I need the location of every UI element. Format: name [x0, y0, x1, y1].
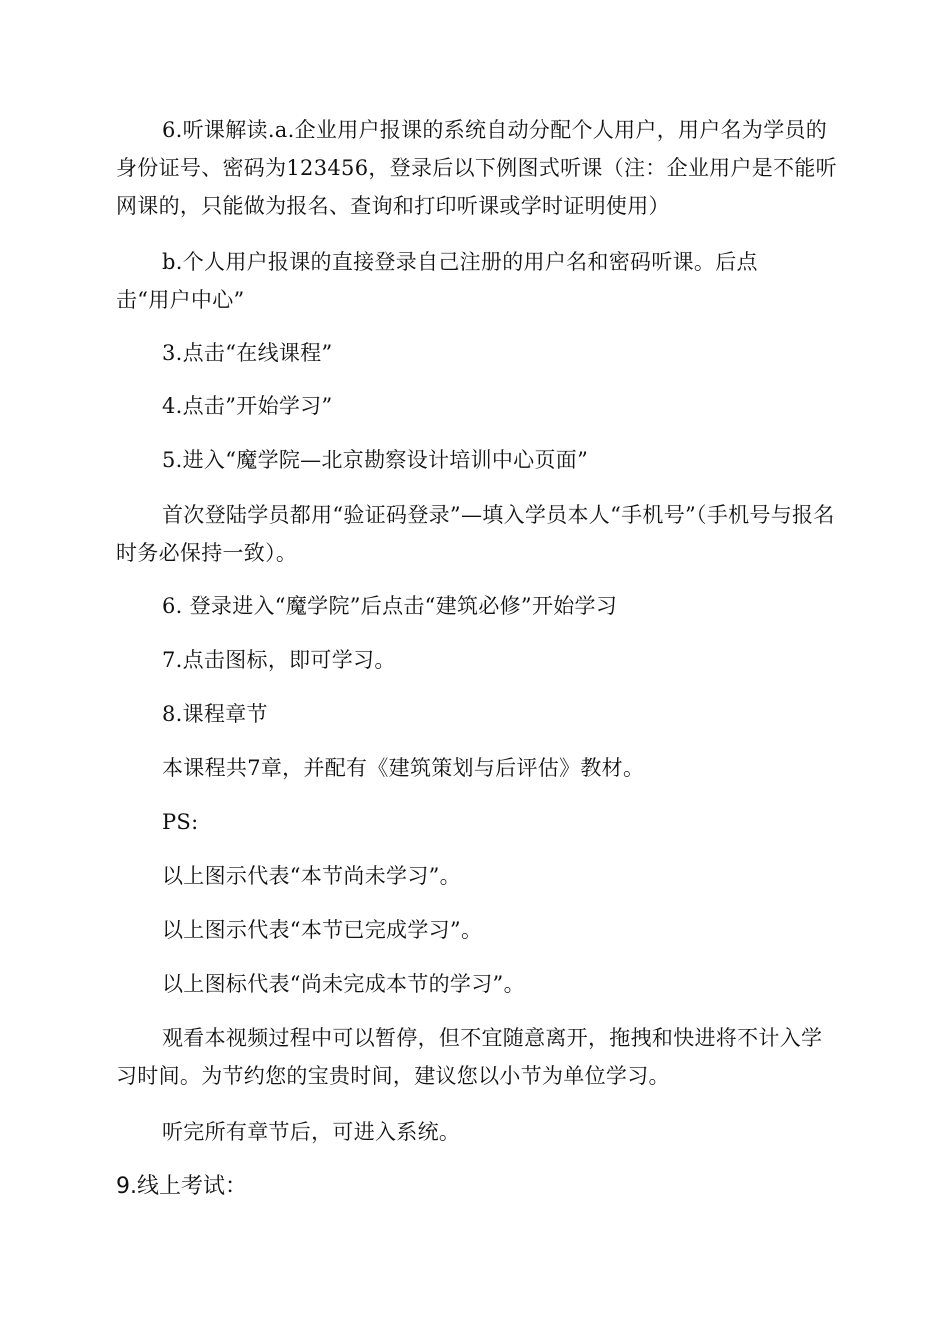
- paragraph-step-8: 8.课程章节: [162, 702, 268, 726]
- paragraph-icon-not-studied: 以上图示代表“本节尚未学习”。: [162, 864, 461, 888]
- section-heading-online-exam: 9.线上考试：: [116, 1174, 247, 1199]
- paragraph-icon-completed: 以上图示代表“本节已完成学习”。: [162, 918, 483, 942]
- paragraph-step-6-login: 6. 登录进入“魔学院”后点击“建筑必修”开始学习: [162, 594, 618, 618]
- paragraph-icon-incomplete: 以上图标代表“尚未完成本节的学习”。: [162, 972, 525, 996]
- paragraph-listen-instructions-a: 6.听课解读.a.企业用户报课的系统自动分配个人用户，用户名为学员的身份证号、密码为123456，登录后以下例图式听课（注：企业用户是不能听网课的，只能做为报名、查询和打印听课或学时证明使用）: [116, 118, 837, 218]
- paragraph-step-4: 4.点击”开始学习”: [162, 394, 333, 418]
- paragraph-listen-instructions-b: b.个人用户报课的直接登录自己注册的用户名和密码听课。后点击“用户中心”: [116, 250, 758, 312]
- paragraph-ps: PS:: [162, 810, 199, 834]
- paragraph-step-3: 3.点击“在线课程”: [162, 341, 333, 365]
- paragraph-after-chapters: 听完所有章节后，可进入系统。: [162, 1120, 461, 1144]
- paragraph-video-notice: 观看本视频过程中可以暂停，但不宜随意离开，拖拽和快进将不计入学习时间。为节约您的宝贵时间，建议您以小节为单位学习。: [116, 1026, 823, 1088]
- paragraph-step-7: 7.点击图标，即可学习。: [162, 648, 396, 672]
- paragraph-first-login: 首次登陆学员都用“验证码登录”—填入学员本人“手机号”（手机号与报名时务必保持一致）。: [116, 503, 835, 565]
- paragraph-course-chapters: 本课程共7章，并配有《建筑策划与后评估》教材。: [162, 756, 645, 780]
- paragraph-step-5: 5.进入“魔学院—北京勘察设计培训中心页面”: [162, 448, 589, 472]
